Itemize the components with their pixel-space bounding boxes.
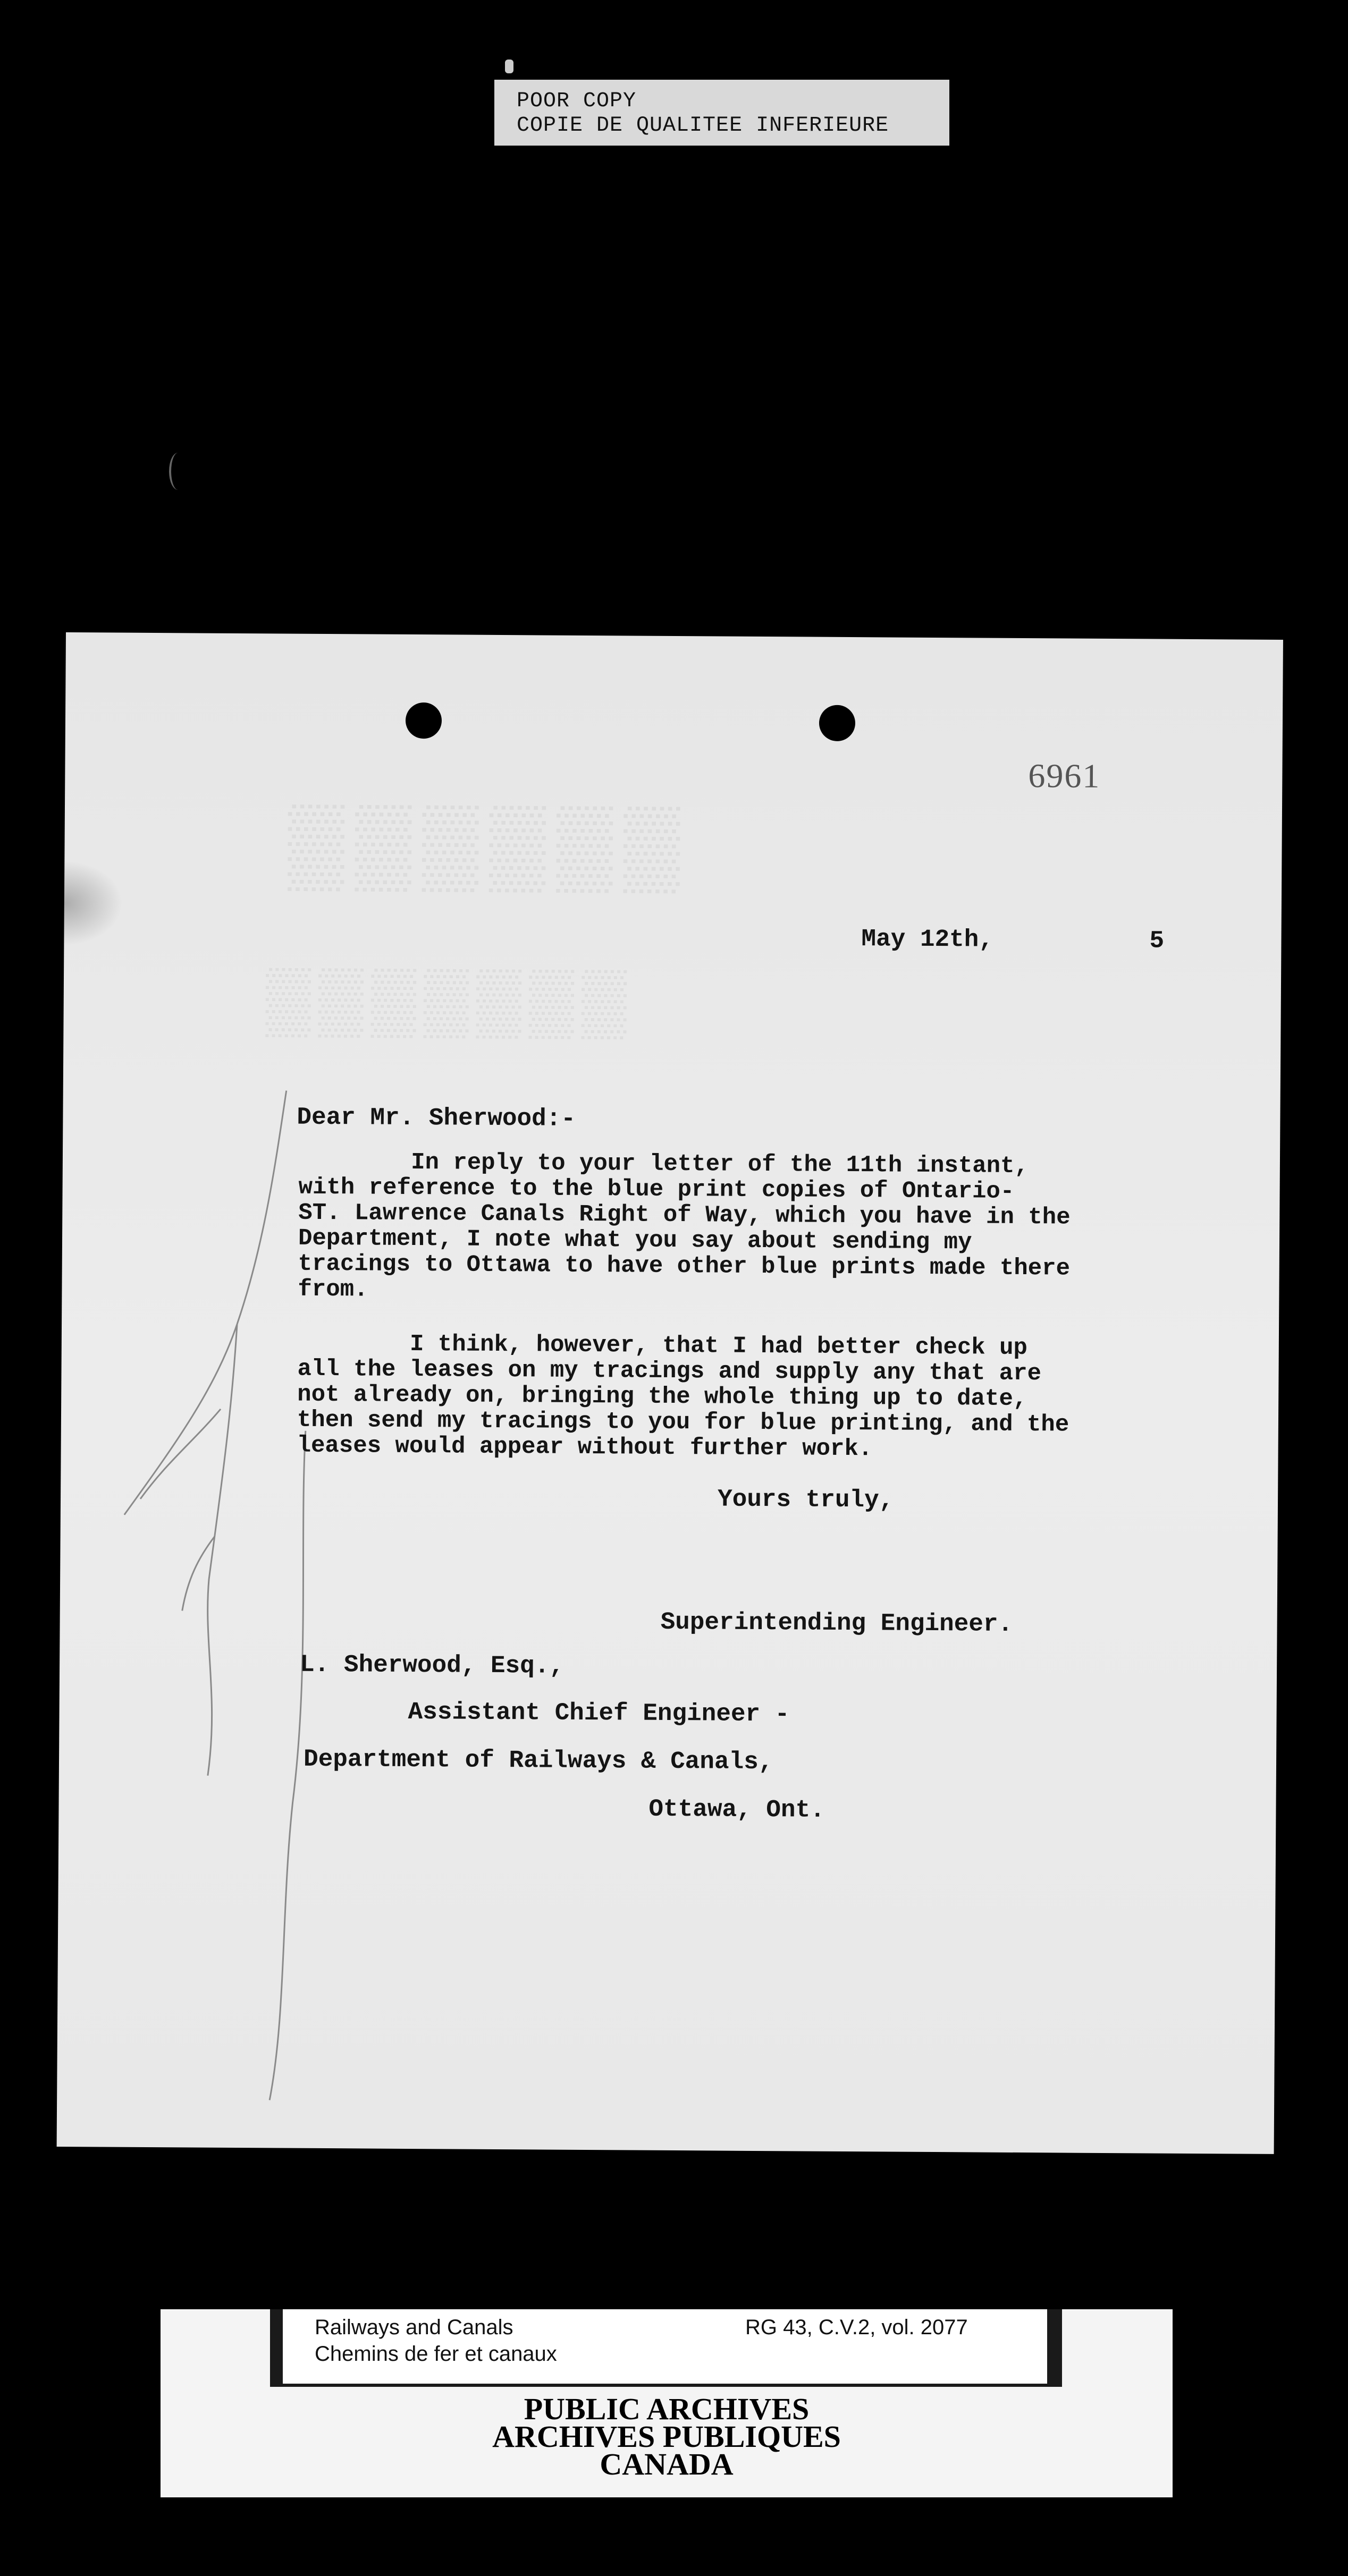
poor-copy-label bbox=[494, 80, 949, 146]
bleed-through-1: ▒▒▒▒▒▒ bbox=[288, 800, 691, 891]
poor-copy-line-fr: COPIE DE QUALITEE INFERIEURE bbox=[517, 114, 889, 138]
fonds-name-en: Railways and Canals bbox=[315, 2316, 513, 2339]
paragraph-2: I think, however, that I had better check up all the leases on my tracings and supply any that are not already on, bringing the whole thing up to date, then send my tracings to you for blue printing, and the leases would appear without further work. bbox=[297, 1330, 1069, 1463]
archive-reference: RG 43, C.V.2, vol. 2077 bbox=[745, 2316, 968, 2339]
punch-hole-left bbox=[406, 702, 442, 739]
page-mark: 5 bbox=[1149, 927, 1165, 955]
fonds-name-fr: Chemins de fer et canaux bbox=[315, 2342, 557, 2366]
punch-hole-right bbox=[819, 705, 855, 741]
archives-line-country: CANADA bbox=[600, 2447, 734, 2481]
paragraph-1: In reply to your letter of the 11th instant, with reference to the blue print copies of Ontario- ST. Lawrence Canals Right of Way, which you have in the Department, I note what you say about sending my tracings to Ottawa to have other blue prints made there from. bbox=[298, 1148, 1071, 1303]
file-number: 6961 bbox=[1028, 757, 1101, 795]
stray-mark bbox=[169, 453, 187, 490]
pin-mark bbox=[505, 60, 513, 73]
bleed-through-2: ▒▒▒▒▒▒▒ bbox=[265, 964, 635, 1037]
recipient-name: L. Sherwood, Esq., bbox=[299, 1650, 565, 1680]
letter-date: May 12th, bbox=[861, 925, 994, 954]
recipient-department: Department of Railways & Canals, bbox=[303, 1745, 773, 1776]
archives-stamp bbox=[161, 2392, 1173, 2481]
closing: Yours truly, bbox=[717, 1485, 894, 1514]
archives-line-fr: ARCHIVES PUBLIQUES bbox=[492, 2419, 841, 2454]
recipient-city: Ottawa, Ont. bbox=[648, 1795, 825, 1824]
poor-copy-line-en: POOR COPY bbox=[517, 89, 637, 113]
archive-reference-card bbox=[270, 2309, 1062, 2387]
letter-sheet bbox=[57, 632, 1283, 2154]
signature-title: Superintending Engineer. bbox=[660, 1608, 1013, 1638]
recipient-title: Assistant Chief Engineer - bbox=[408, 1698, 790, 1728]
salutation: Dear Mr. Sherwood:- bbox=[297, 1103, 576, 1133]
archives-line-en: PUBLIC ARCHIVES bbox=[524, 2392, 810, 2426]
